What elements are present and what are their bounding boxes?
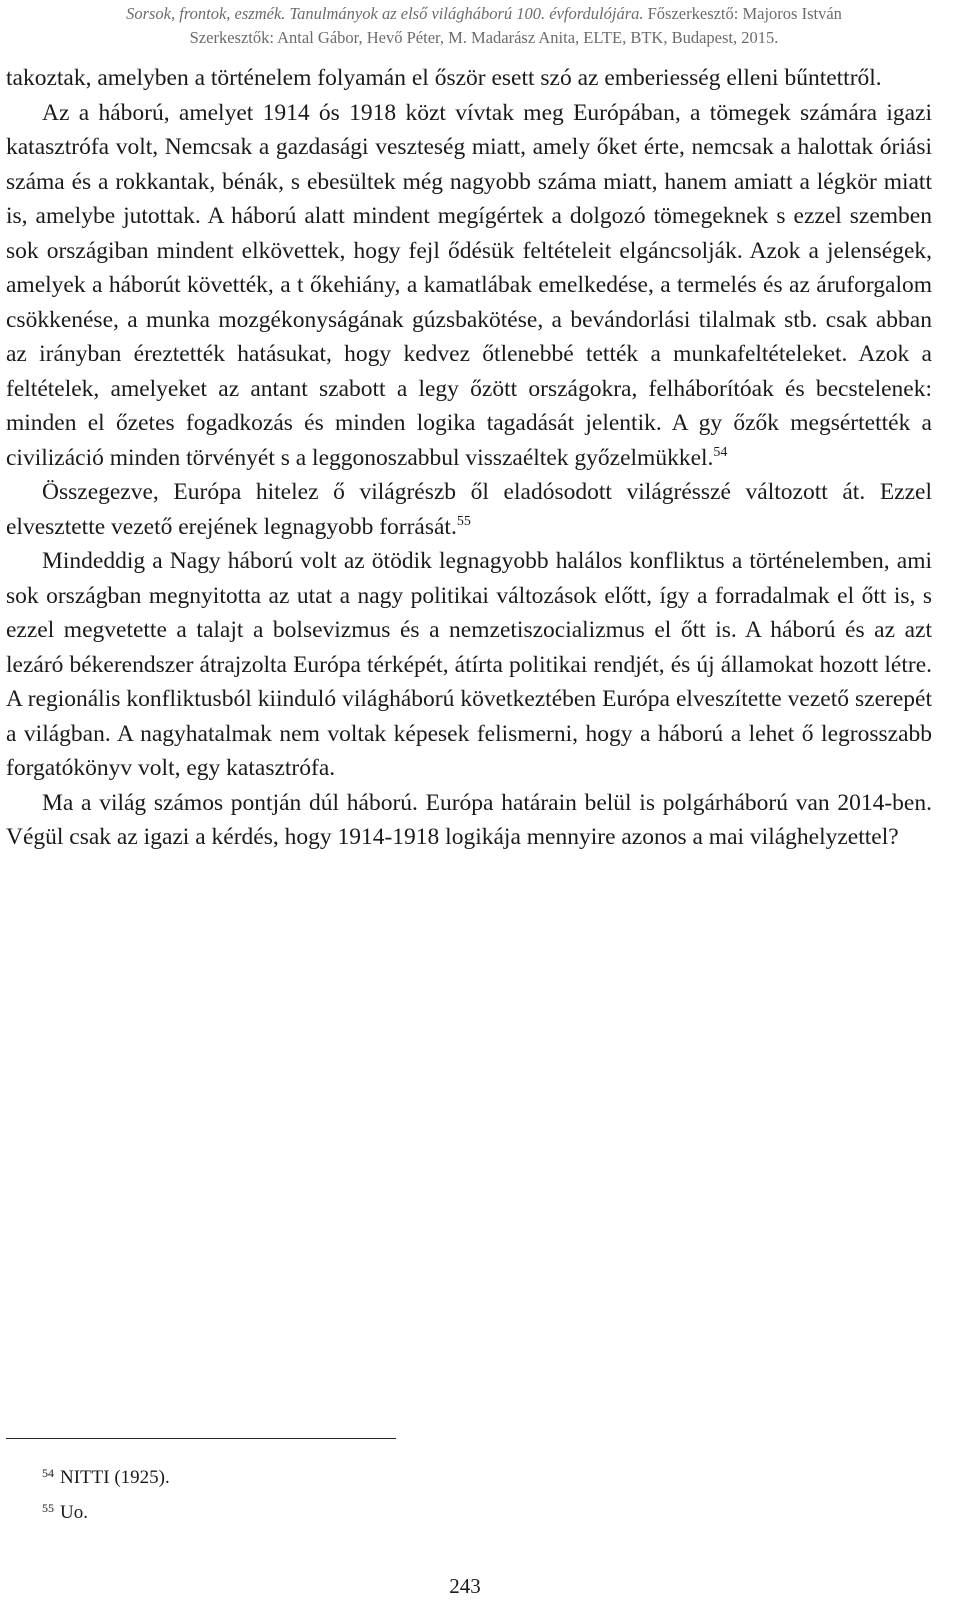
- paragraph-text: takoztak, amelyben a történelem folyamán el őször esett szó az emberiesség elleni bűntettről.: [6, 65, 882, 91]
- main-text: [6, 61, 932, 855]
- footnote-item: [42, 1458, 170, 1493]
- paragraph: [6, 96, 932, 476]
- header-line-1: [34, 2, 934, 26]
- page-number: 243: [449, 1574, 481, 1598]
- paragraph: [6, 61, 932, 96]
- paragraph-text: Összegezve, Európa hitelez ő világrészb ől eladósodott világrésszé változott át. Ezzel elvesztette vezető erejének legnagyobb forrását.: [6, 479, 932, 540]
- footnote-reference[interactable]: 54: [713, 444, 728, 460]
- footnote-number: 55: [42, 1501, 54, 1515]
- paragraph: [6, 786, 932, 855]
- header-editor: Főszerkesztő: Majoros István: [643, 4, 842, 23]
- footnote-text: Uo.: [60, 1502, 88, 1523]
- footnote-number: 54: [42, 1466, 54, 1480]
- footnote-reference[interactable]: 55: [456, 513, 471, 529]
- paragraph-text: Ma a világ számos pontján dúl háború. Európa határain belül is polgárháború van 2014-ben. Végül csak az igazi a kérdés, hogy 1914-1918 logikája mennyire azonos a mai világhelyzettel?: [6, 789, 932, 850]
- footnote-divider: [6, 1438, 396, 1439]
- header-book-title: Sorsok, frontok, eszmék. Tanulmányok az első világháború 100. évfordulójára.: [126, 4, 644, 23]
- header-line-2: Szerkesztők: Antal Gábor, Hevő Péter, M. Madarász Anita, ELTE, BTK, Budapest, 2015.: [189, 28, 779, 47]
- paragraph: [6, 544, 932, 786]
- footnote-item: [42, 1493, 170, 1528]
- paragraph-text: Az a háború, amelyet 1914 ós 1918 közt vívtak meg Európában, a tömegek számára igazi katasztrófa volt, Nemcsak a gazdasági veszteség miatt, amely őket érte, nemcsak a halottak óriási száma és a rokkantak, bénák, s ebesültek még nagyobb száma miatt, hanem amiatt a légkör miatt is, amelybe jutottak. A háború alatt mindent megígértek a dolgozó tömegeknek s ezzel szemben sok országiban mindent elkövettek, hogy fejl ődésük feltételeit elgáncsolják. Azok a jelenségek, amelyek a háborút követték, a t őkehiány, a kamatlábak emelkedése, a termelés és az áruforgalom csökkenése, a munka mozgékonyságának gúzsbakötése, a bevándorlási tilalmak stb. csak abban az irányban éreztették hatásukat, hogy kedvez őtlenebbé tették a munkafeltételeket. Azok a feltételek, amelyeket az antant szabott a legy őzött országokra, felháborítóak és becstelenek: minden el őzetes fogadkozás és minden logika tagadását jelentik. A gy őzők megsértették a civilizáció minden törvényét s a leggonoszabbul visszaéltek győzelmükkel.: [6, 99, 932, 471]
- footnote-text: NITTI (1925).: [60, 1467, 170, 1488]
- footnotes: [42, 1458, 170, 1528]
- running-header: [34, 2, 934, 50]
- paragraph-text: Mindeddig a Nagy háború volt az ötödik legnagyobb halálos konfliktus a történelemben, ami sok országban megnyitotta az utat a nagy politikai változások előtt, így a forradalmak el őtt is, s ezzel megvetette a talajt a bolsevizmus és a nemzetiszocializmus el őtt is. A háború és az azt lezáró békerendszer átrajzolta Európa térképét, átírta politikai rendjét, és új államokat hozott létre. A regionális konfliktusból kiinduló világháború következtében Európa elveszítette vezető szerepét a világban. A nagyhatalmak nem voltak képesek felismerni, hogy a háború a lehet ő legrosszabb forgatókönyv volt, egy katasztrófa.: [6, 548, 932, 781]
- paragraph: [6, 475, 932, 544]
